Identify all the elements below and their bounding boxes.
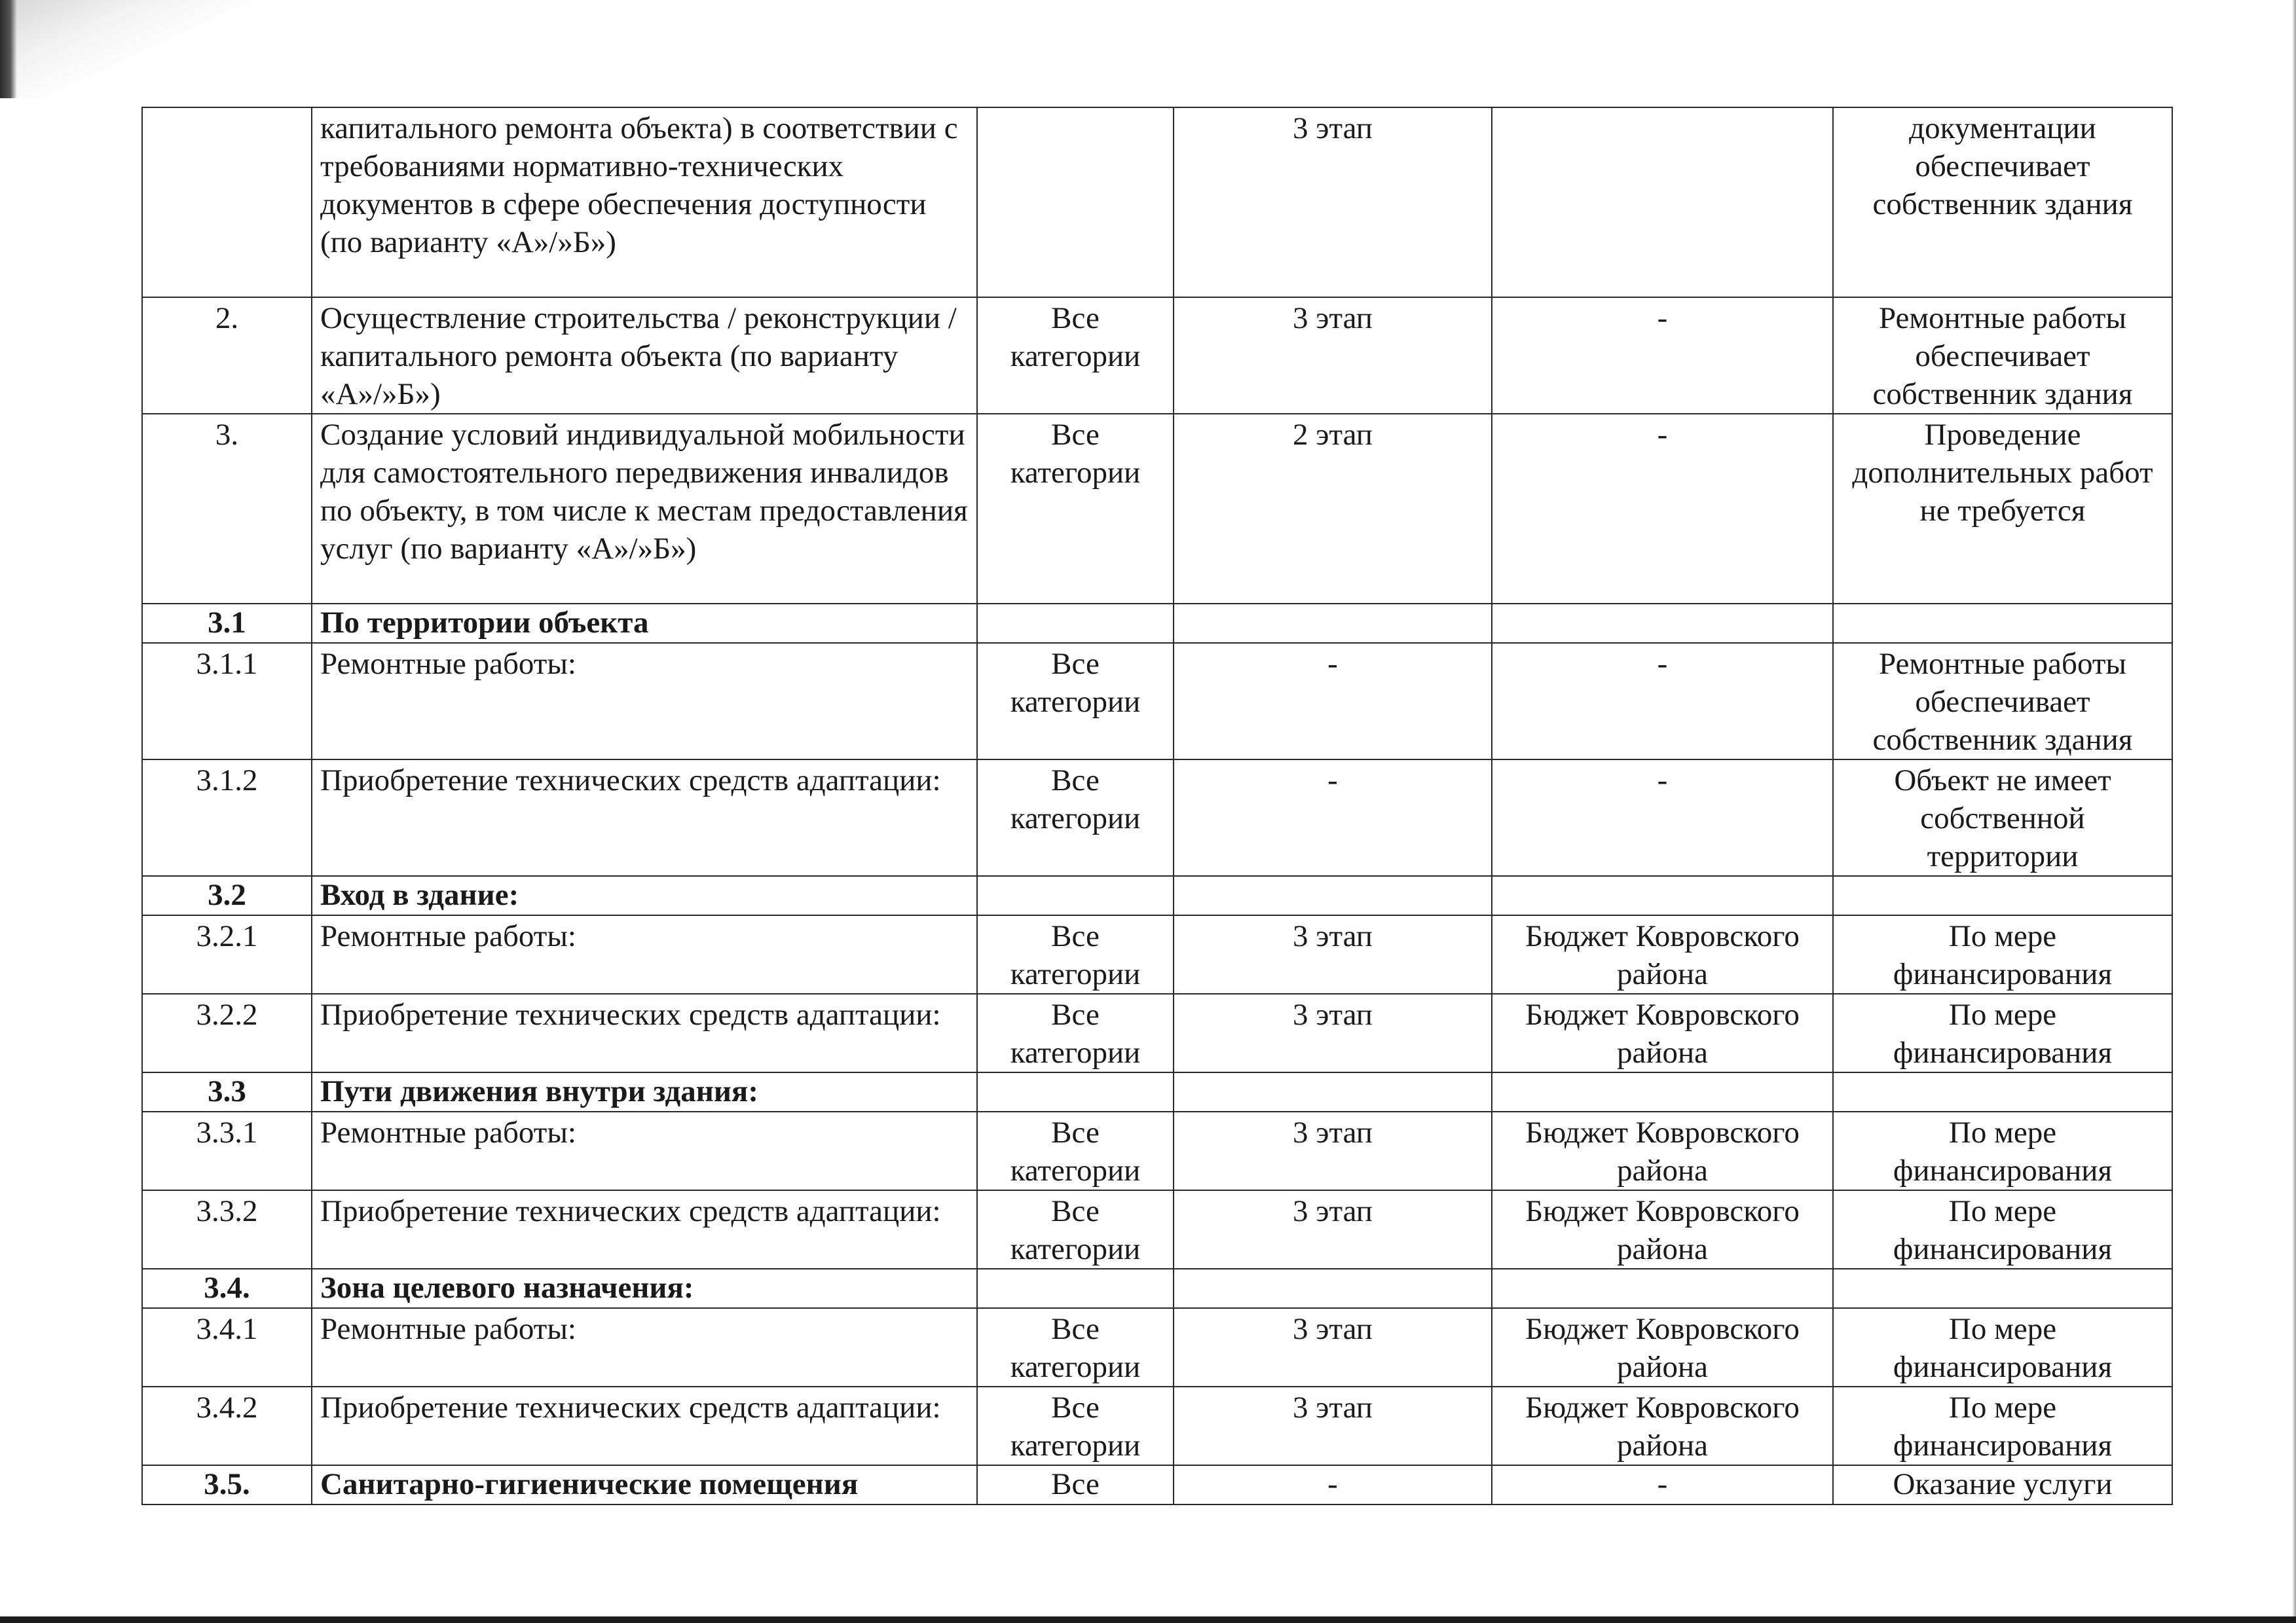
row-note: По мере финансирования	[1833, 1112, 2172, 1190]
row-funding-source: Бюджет Ковровского района	[1492, 915, 1833, 994]
row-number: 3.	[142, 414, 312, 604]
row-stage: -	[1174, 1465, 1492, 1504]
section-row	[142, 876, 2172, 915]
section-row	[142, 604, 2172, 643]
table-row	[142, 297, 2172, 414]
measures-table	[141, 107, 2173, 1505]
row-funding-source: -	[1492, 1465, 1833, 1504]
row-note: По мере финансирования	[1833, 915, 2172, 994]
row-funding-source: -	[1492, 414, 1833, 604]
section-number: 3.2	[142, 876, 312, 915]
scan-bottom-edge	[0, 1616, 2296, 1623]
row-note: документации обеспечивает собственник здания	[1833, 107, 2172, 297]
row-number: 3.1.2	[142, 759, 312, 876]
row-category: Все категории	[977, 1387, 1174, 1465]
row-number: 3.3.1	[142, 1112, 312, 1190]
row-stage: 3 этап	[1174, 297, 1492, 414]
table-row	[142, 1112, 2172, 1190]
row-stage	[1174, 876, 1492, 915]
table-row	[142, 994, 2172, 1072]
row-note: Проведение дополнительных работ не требуется	[1833, 414, 2172, 604]
row-description: Приобретение технических средств адаптации:	[312, 1387, 977, 1465]
row-stage: -	[1174, 643, 1492, 759]
section-row	[142, 1269, 2172, 1308]
section-number: 3.3	[142, 1072, 312, 1112]
row-category: Все категории	[977, 297, 1174, 414]
row-category: Все категории	[977, 1190, 1174, 1269]
row-funding-source	[1492, 1072, 1833, 1112]
section-title: Пути движения внутри здания:	[312, 1072, 977, 1112]
row-category: Все категории	[977, 915, 1174, 994]
row-number: 3.1.1	[142, 643, 312, 759]
section-title: Вход в здание:	[312, 876, 977, 915]
section-row	[142, 1465, 2172, 1504]
scan-corner-streak	[0, 0, 282, 98]
row-funding-source: Бюджет Ковровского района	[1492, 994, 1833, 1072]
row-stage: -	[1174, 759, 1492, 876]
row-category: Все категории	[977, 643, 1174, 759]
row-note: Ремонтные работы обеспечивает собственник здания	[1833, 297, 2172, 414]
row-number: 3.2.2	[142, 994, 312, 1072]
row-note: По мере финансирования	[1833, 1190, 2172, 1269]
table-row	[142, 643, 2172, 759]
table-row	[142, 759, 2172, 876]
table-row	[142, 1387, 2172, 1465]
row-note: По мере финансирования	[1833, 994, 2172, 1072]
section-row	[142, 1072, 2172, 1112]
section-title: По территории объекта	[312, 604, 977, 643]
row-stage	[1174, 1072, 1492, 1112]
row-description: капитального ремонта объекта) в соответствии с требованиями нормативно-технических документов в сфере обеспечения доступности (по варианту «А»/»Б»)	[312, 107, 977, 297]
row-funding-source: -	[1492, 759, 1833, 876]
row-stage: 3 этап	[1174, 107, 1492, 297]
scan-left-edge	[0, 0, 17, 98]
row-category	[977, 1269, 1174, 1308]
row-funding-source: -	[1492, 643, 1833, 759]
row-number: 3.2.1	[142, 915, 312, 994]
row-category	[977, 107, 1174, 297]
row-stage: 2 этап	[1174, 414, 1492, 604]
row-description: Ремонтные работы:	[312, 915, 977, 994]
row-description: Приобретение технических средств адаптации:	[312, 994, 977, 1072]
row-note: Ремонтные работы обеспечивает собственник здания	[1833, 643, 2172, 759]
row-description: Создание условий индивидуальной мобильности для самостоятельного передвижения инвалидов по объекту, в том числе к местам предоставления услуг (по варианту «А»/»Б»)	[312, 414, 977, 604]
section-title: Зона целевого назначения:	[312, 1269, 977, 1308]
row-number: 3.4.2	[142, 1387, 312, 1465]
row-funding-source: Бюджет Ковровского района	[1492, 1387, 1833, 1465]
row-funding-source: Бюджет Ковровского района	[1492, 1190, 1833, 1269]
row-category: Все	[977, 1465, 1174, 1504]
section-number: 3.1	[142, 604, 312, 643]
row-note	[1833, 1072, 2172, 1112]
row-stage: 3 этап	[1174, 1112, 1492, 1190]
row-description: Ремонтные работы:	[312, 1112, 977, 1190]
row-category: Все категории	[977, 759, 1174, 876]
row-note	[1833, 604, 2172, 643]
row-category: Все категории	[977, 414, 1174, 604]
row-funding-source: Бюджет Ковровского района	[1492, 1308, 1833, 1387]
section-title: Санитарно-гигиенические помещения	[312, 1465, 977, 1504]
row-category: Все категории	[977, 994, 1174, 1072]
row-note: Объект не имеет собственной территории	[1833, 759, 2172, 876]
row-category: Все категории	[977, 1308, 1174, 1387]
section-number: 3.4.	[142, 1269, 312, 1308]
row-funding-source: -	[1492, 297, 1833, 414]
row-category	[977, 876, 1174, 915]
row-note: По мере финансирования	[1833, 1387, 2172, 1465]
row-number: 3.3.2	[142, 1190, 312, 1269]
row-category	[977, 1072, 1174, 1112]
section-number: 3.5.	[142, 1465, 312, 1504]
row-stage: 3 этап	[1174, 1308, 1492, 1387]
row-description: Приобретение технических средств адаптации:	[312, 759, 977, 876]
row-category: Все категории	[977, 1112, 1174, 1190]
row-number: 3.4.1	[142, 1308, 312, 1387]
table-row	[142, 414, 2172, 604]
row-description: Ремонтные работы:	[312, 643, 977, 759]
document-page	[141, 107, 2172, 1505]
row-funding-source	[1492, 604, 1833, 643]
row-stage: 3 этап	[1174, 1387, 1492, 1465]
row-note: Оказание услуги	[1833, 1465, 2172, 1504]
row-stage	[1174, 1269, 1492, 1308]
row-category	[977, 604, 1174, 643]
row-number	[142, 107, 312, 297]
row-number: 2.	[142, 297, 312, 414]
table-row	[142, 1190, 2172, 1269]
row-stage: 3 этап	[1174, 1190, 1492, 1269]
table-row	[142, 1308, 2172, 1387]
row-funding-source	[1492, 1269, 1833, 1308]
row-note: По мере финансирования	[1833, 1308, 2172, 1387]
row-stage: 3 этап	[1174, 915, 1492, 994]
row-funding-source: Бюджет Ковровского района	[1492, 1112, 1833, 1190]
scan-right-edge	[2292, 0, 2296, 1623]
row-description: Ремонтные работы:	[312, 1308, 977, 1387]
row-note	[1833, 876, 2172, 915]
row-note	[1833, 1269, 2172, 1308]
row-stage	[1174, 604, 1492, 643]
table-row	[142, 915, 2172, 994]
row-stage: 3 этап	[1174, 994, 1492, 1072]
table-row	[142, 107, 2172, 297]
row-funding-source	[1492, 876, 1833, 915]
row-description: Приобретение технических средств адаптации:	[312, 1190, 977, 1269]
row-funding-source	[1492, 107, 1833, 297]
row-description: Осуществление строительства / реконструкции / капитального ремонта объекта (по варианту «А»/»Б»)	[312, 297, 977, 414]
